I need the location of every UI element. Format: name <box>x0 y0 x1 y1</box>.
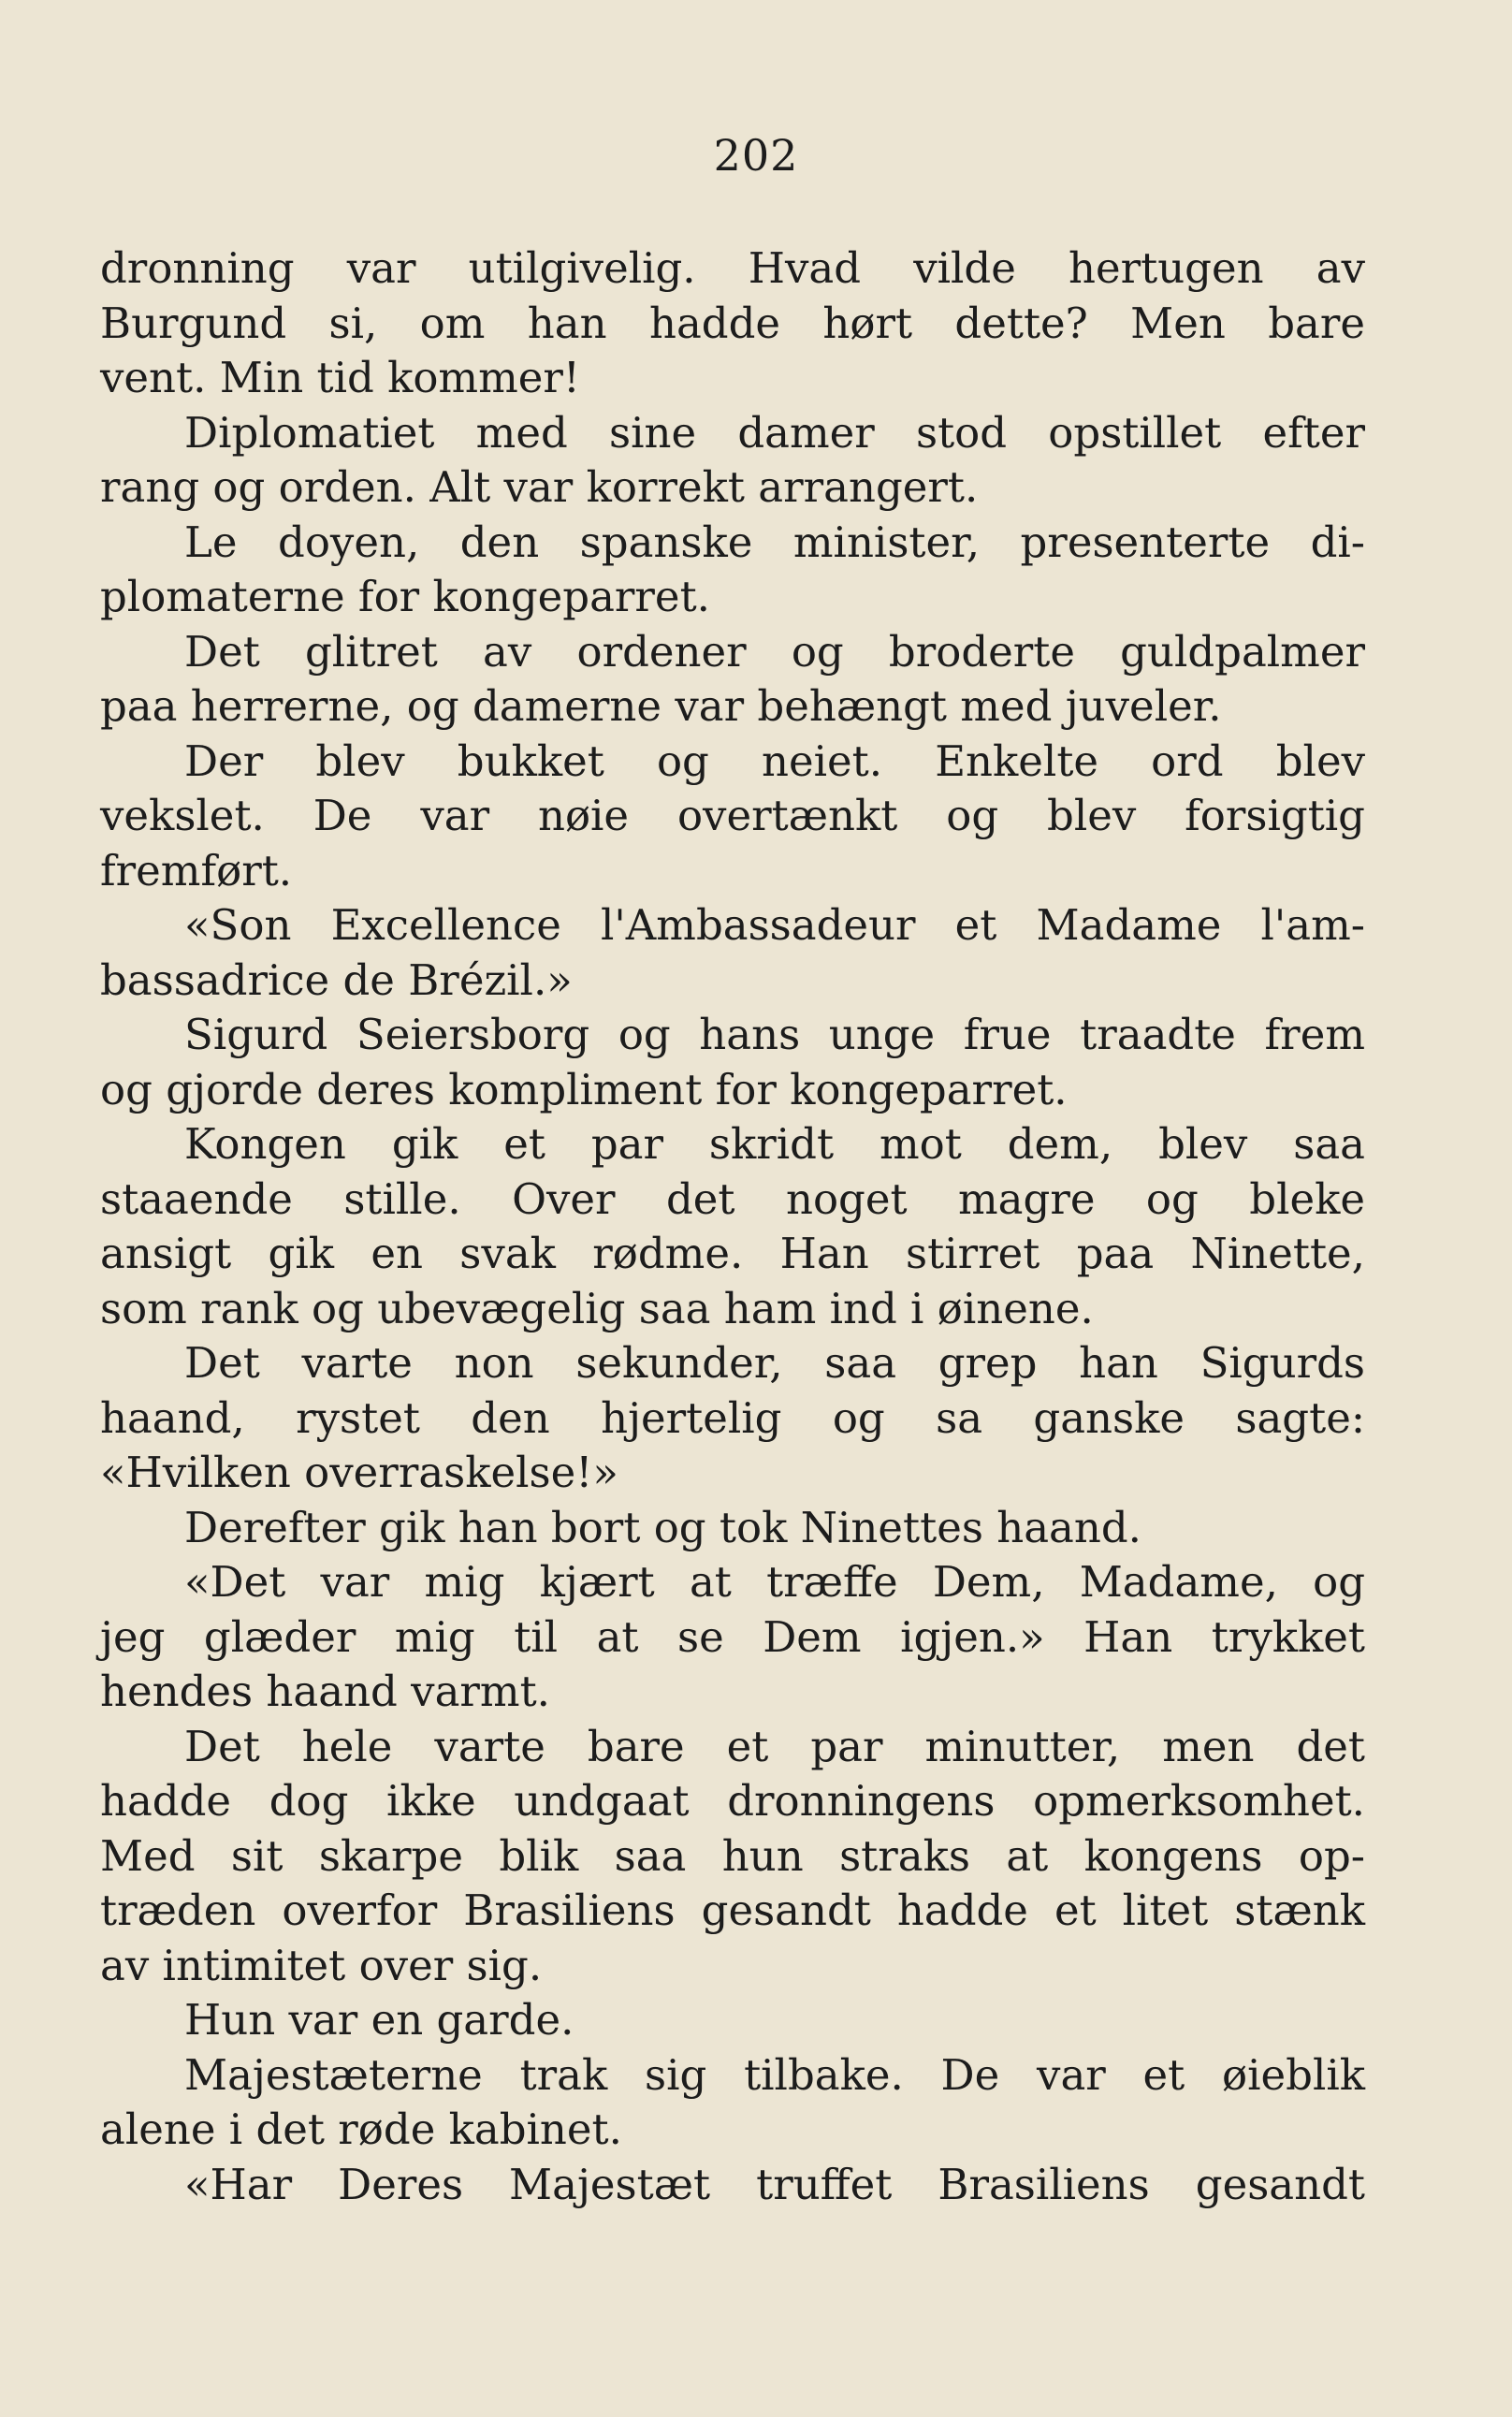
text-line: Sigurd Seiersborg og hans unge frue traadte frem <box>184 1010 1365 1059</box>
text-line: «Det var mig kjært at træffe Dem, Madame, og <box>184 1557 1365 1607</box>
text-line: Kongen gik et par skridt mot dem, blev saa <box>184 1119 1365 1169</box>
text-line: bassadrice de Brézil.» <box>100 954 573 1005</box>
text-line: Hun var en garde. <box>184 1995 574 2045</box>
text-line: vent. Min tid kommer! <box>100 353 580 402</box>
text-line: «Hvilken overraskelse!» <box>100 1448 618 1497</box>
body-text <box>100 241 1365 2212</box>
text-line: alene i det røde kabinet. <box>100 2104 622 2154</box>
text-line: Med sit skarpe blik saa hun straks at kongens op- <box>100 1830 1365 1881</box>
text-line: Der blev bukket og neiet. Enkelte ord blev <box>184 735 1365 786</box>
text-line: dronning var utilgivelig. Hvad vilde hertugen av <box>100 243 1365 293</box>
text-line: ansigt gik en svak rødme. Han stirret paa Ninette, <box>100 1229 1365 1278</box>
text-line: Det glitret av ordener og broderte guldpalmer <box>184 626 1365 677</box>
text-line: træden overfor Brasiliens gesandt hadde et litet stænk <box>100 1886 1365 1935</box>
text-line: Diplomatiet med sine damer stod opstillet efter <box>184 407 1365 458</box>
text-line: Det hele varte bare et par minutter, men det <box>184 1721 1365 1771</box>
text-line: haand, rystet den hjertelig og sa ganske sagte: <box>100 1392 1365 1443</box>
text-line: rang og orden. Alt var korrekt arrangert. <box>100 462 979 512</box>
text-line: vekslet. De var nøie overtænkt og blev forsigtig <box>100 791 1365 840</box>
text-line: Le doyen, den spanske minister, presenterte di- <box>184 517 1365 567</box>
text-line: paa herrerne, og damerne var behængt med juveler. <box>100 681 1222 731</box>
text-line: «Har Deres Majestæt truffet Brasiliens gesandt <box>184 2159 1365 2209</box>
text-line: hadde dog ikke undgaat dronningens opmerksomhet. <box>100 1776 1365 1826</box>
text-line: og gjorde deres kompliment for kongeparret. <box>100 1064 1068 1114</box>
text-line: staaende stille. Over det noget magre og bleke <box>100 1173 1365 1224</box>
text-line: Burgund si, om han hadde hørt dette? Men bare <box>100 298 1365 348</box>
text-line: fremført. <box>100 845 293 895</box>
page-number: 202 <box>713 130 799 181</box>
text-line: jeg glæder mig til at se Dem igjen.» Han trykket <box>100 1611 1365 1662</box>
text-line: Det varte non sekunder, saa grep han Sigurds <box>184 1338 1365 1388</box>
text-line: av intimitet over sig. <box>100 1940 543 1990</box>
text-line: «Son Excellence l'Ambassadeur et Madame l'am- <box>184 900 1365 950</box>
text-line: Derefter gik han bort og tok Ninettes haand. <box>184 1502 1141 1552</box>
text-line: plomaterne for kongeparret. <box>100 572 710 621</box>
text-line: hendes haand varmt. <box>100 1667 550 1716</box>
text-line: Majestæterne trak sig tilbake. De var et øieblik <box>184 2049 1365 2100</box>
text-line: som rank og ubevægelig saa ham ind i øinene. <box>100 1283 1094 1333</box>
